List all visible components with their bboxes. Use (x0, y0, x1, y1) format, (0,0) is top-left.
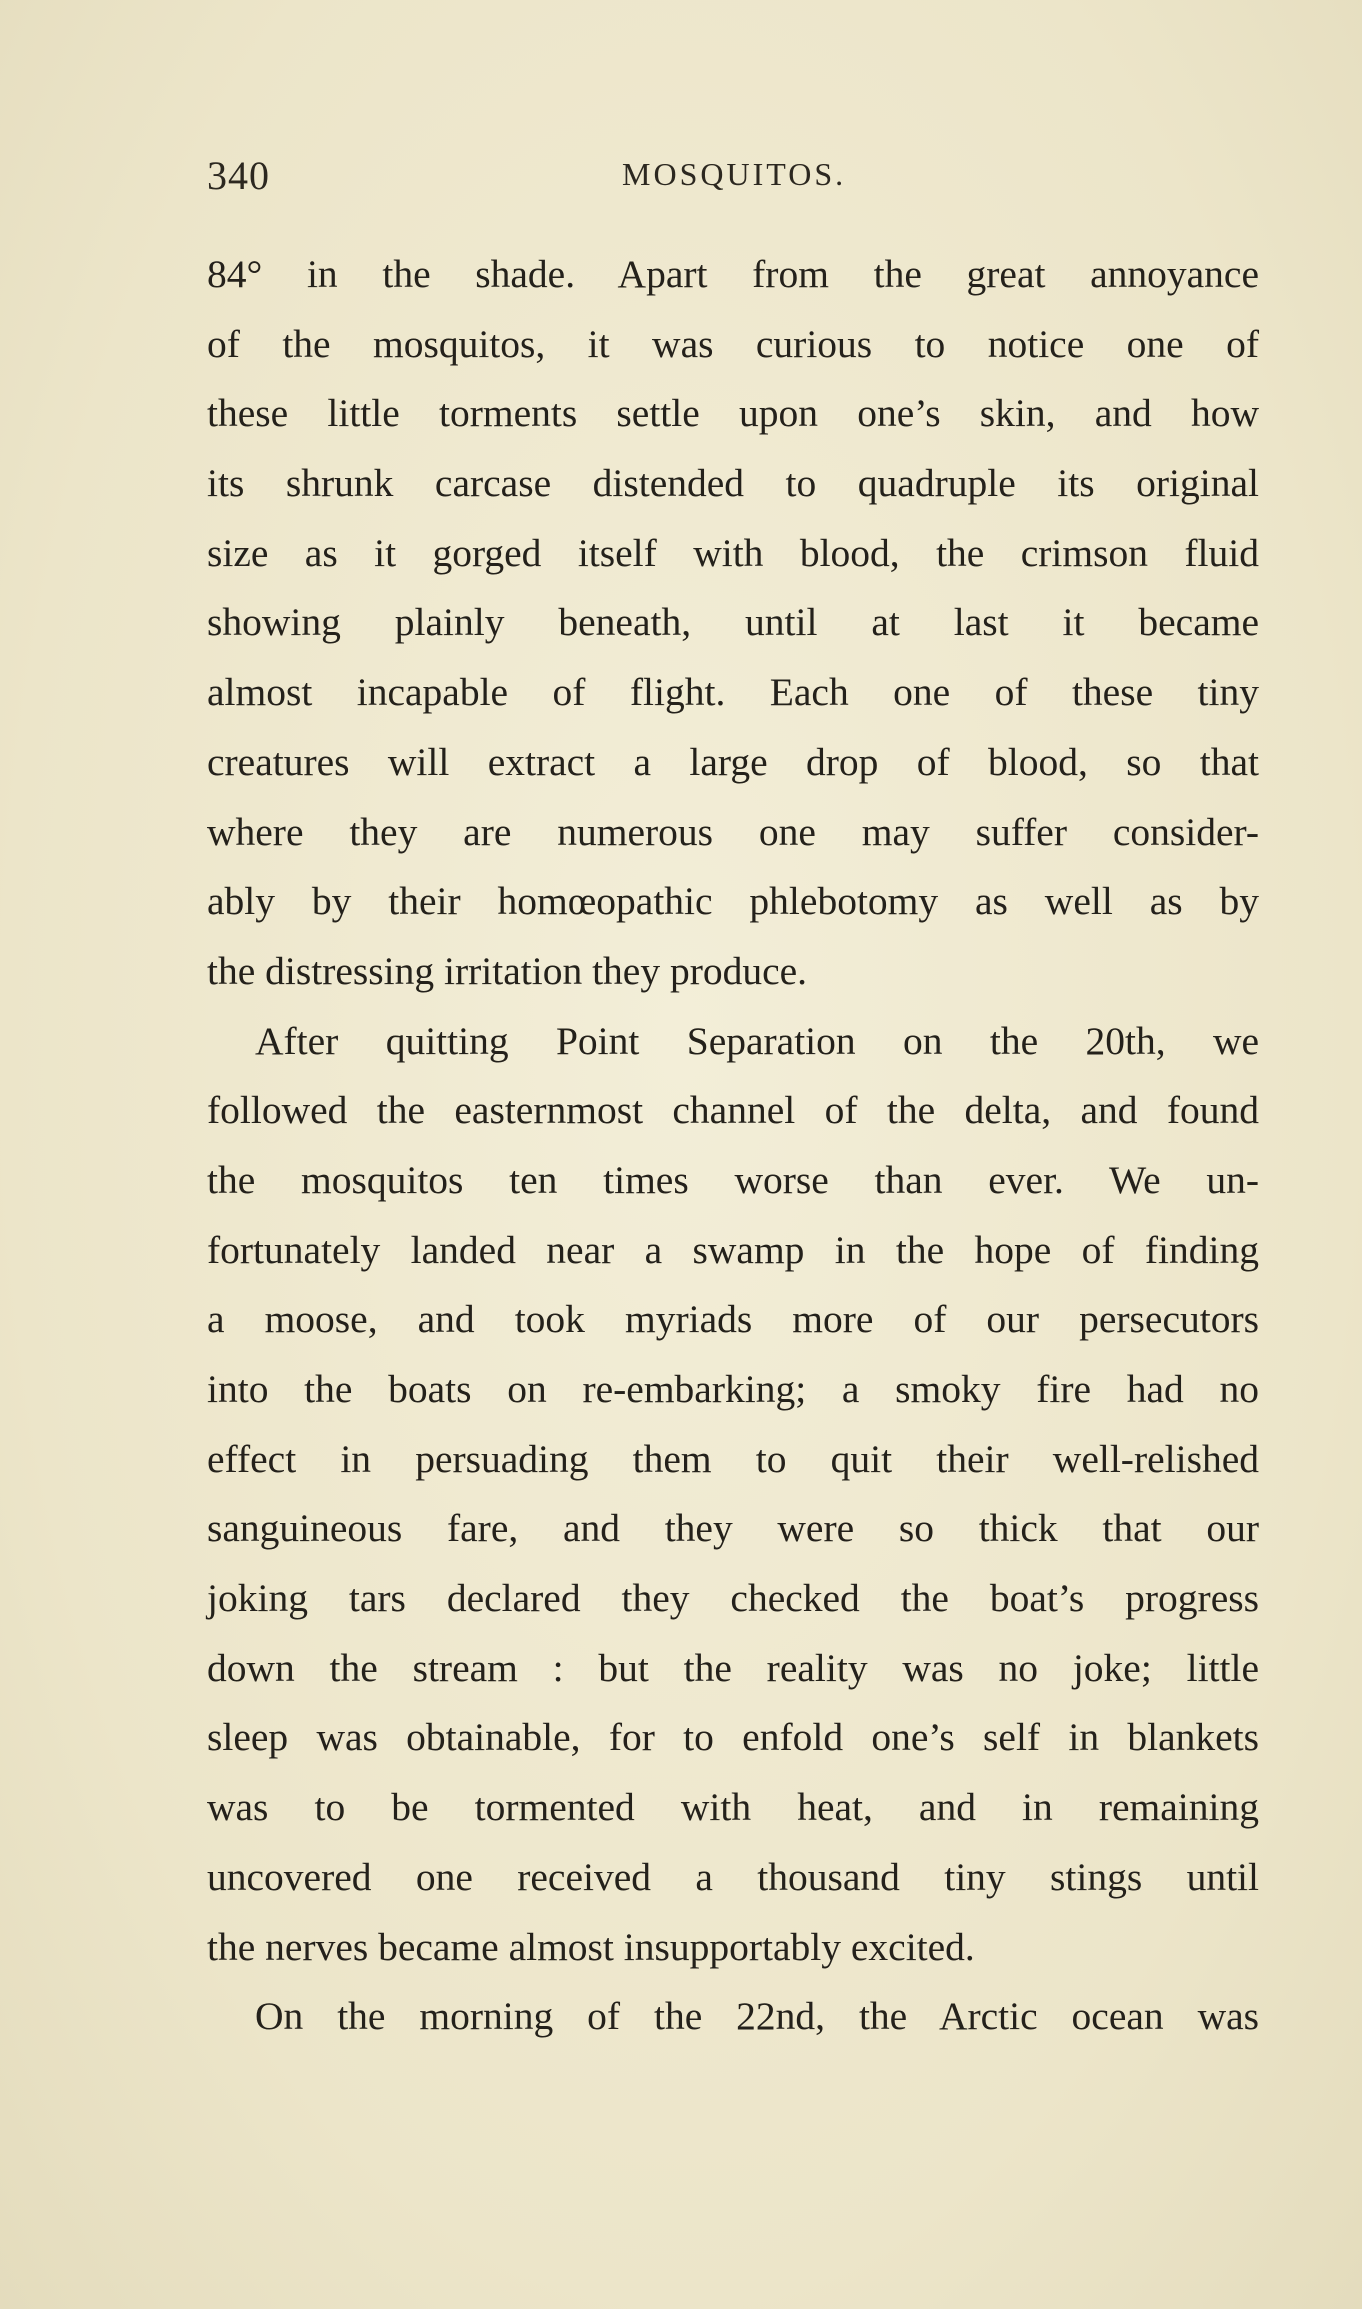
text-line: 84° in the shade. Apart from the great annoyance (207, 252, 1259, 296)
text-line: down the stream : but the reality was no joke; little (207, 1645, 1259, 1690)
text-line: almost incapable of flight. Each one of these tiny (207, 670, 1259, 715)
text-line: where they are numerous one may suffer consider- (207, 809, 1259, 854)
text-line: creatures will extract a large drop of blood, so that (207, 739, 1259, 784)
running-head: MOSQUITOS. (622, 156, 847, 192)
text-line: sanguineous fare, and they were so thick that our (207, 1506, 1259, 1551)
text-line: joking tars declared they checked the boat’s progress (207, 1576, 1259, 1621)
page-number: 340 (207, 153, 270, 198)
text-line: uncovered one received a thousand tiny stings until (207, 1854, 1259, 1899)
text-line: the mosquitos ten times worse than ever. We un- (207, 1157, 1259, 1202)
text-line: After quitting Point Separation on the 20th, we (255, 1018, 1259, 1063)
text-line: these little torments settle upon one’s skin, and how (207, 391, 1259, 436)
text-line: was to be tormented with heat, and in remaining (207, 1785, 1259, 1830)
text-line: size as it gorged itself with blood, the crimson fluid (207, 530, 1259, 575)
body-text (207, 240, 1259, 2052)
text-line: the distressing irritation they produce. (207, 948, 808, 993)
text-line: ably by their homœopathic phlebotomy as well as by (207, 879, 1259, 924)
text-line: showing plainly beneath, until at last it became (207, 600, 1259, 645)
text-line: into the boats on re-embarking; a smoky fire had no (207, 1367, 1259, 1411)
page-header (207, 152, 1267, 212)
text-line: effect in persuading them to quit their well-relished (207, 1436, 1259, 1481)
text-line: followed the easternmost channel of the delta, and found (207, 1088, 1259, 1133)
text-line: fortunately landed near a swamp in the hope of finding (207, 1227, 1259, 1272)
text-line: of the mosquitos, it was curious to notice one of (207, 321, 1259, 366)
text-line: its shrunk carcase distended to quadruple its original (207, 461, 1259, 506)
text-line: sleep was obtainable, for to enfold one’s self in blankets (207, 1715, 1259, 1760)
text-line: On the morning of the 22nd, the Arctic ocean was (255, 1994, 1259, 2039)
text-line: the nerves became almost insupportably excited. (207, 1924, 975, 1969)
text-line: a moose, and took myriads more of our persecutors (207, 1297, 1259, 1342)
